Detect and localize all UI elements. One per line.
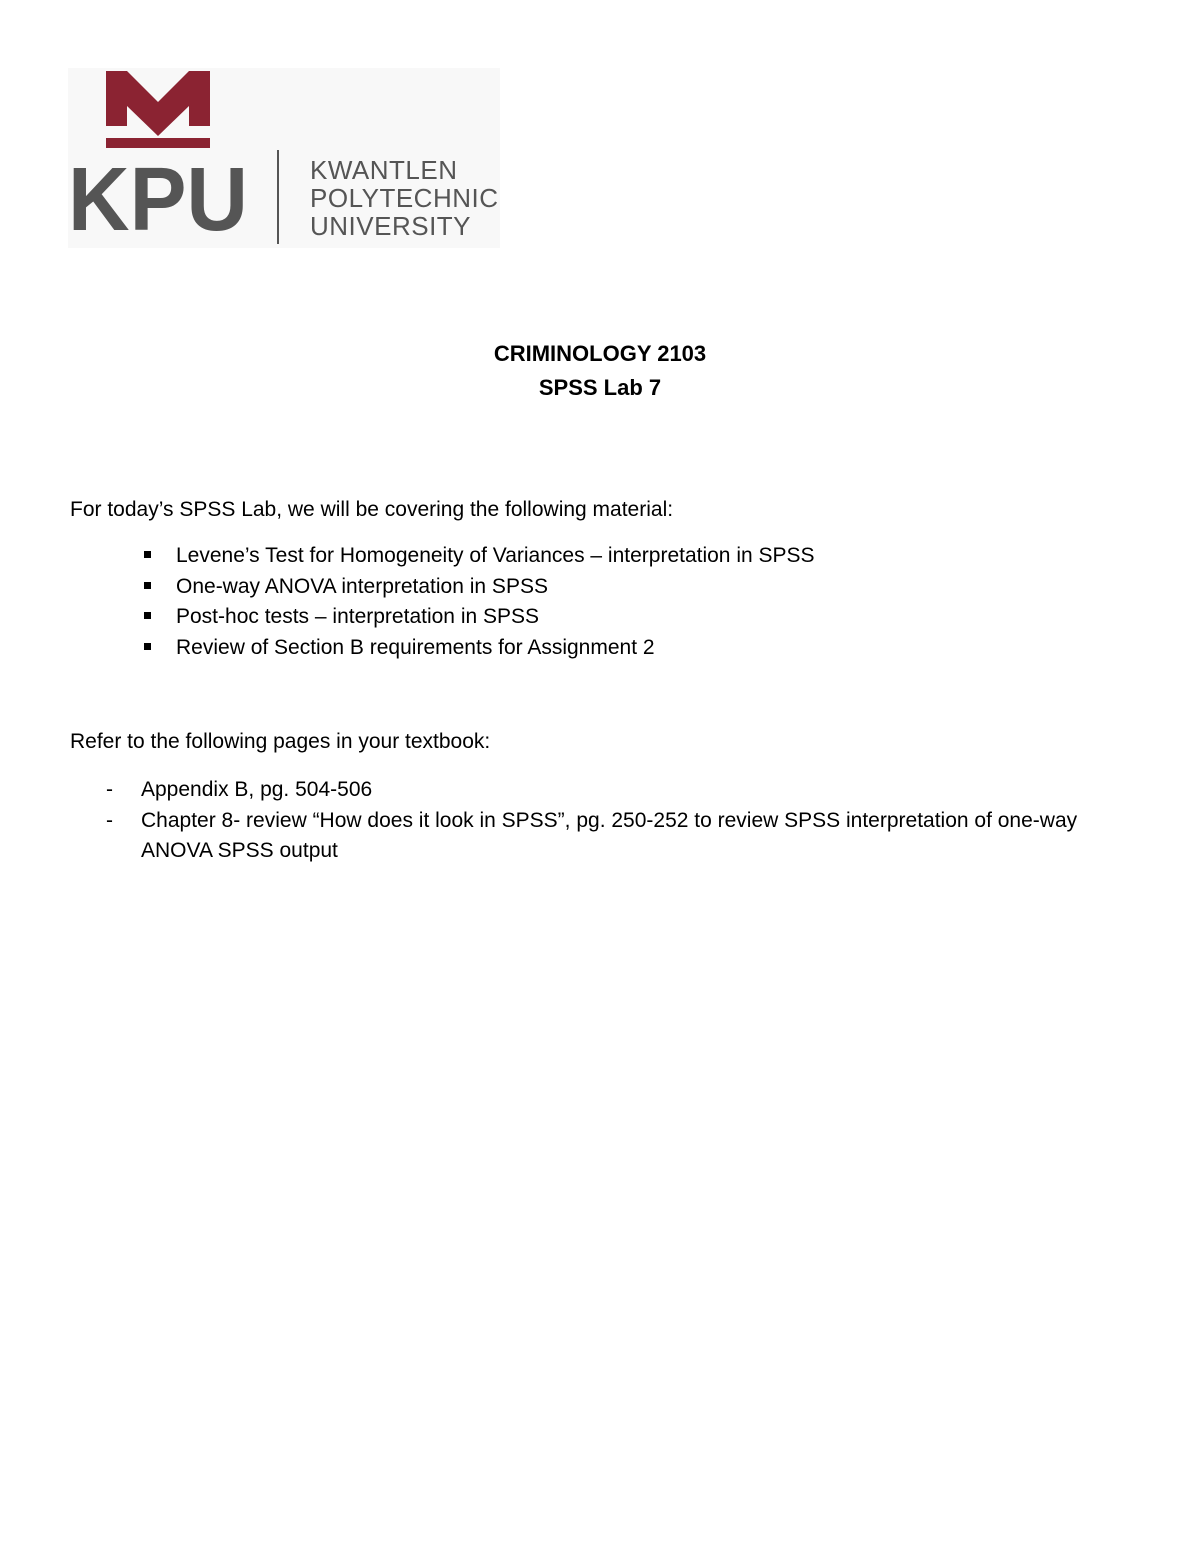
topic-text: Levene’s Test for Homogeneity of Variances – interpretation in SPSS: [176, 544, 815, 567]
square-bullet-icon: [144, 551, 151, 558]
topic-text: One-way ANOVA interpretation in SPSS: [176, 574, 548, 598]
logo-name: [310, 156, 499, 240]
logo-divider: [277, 150, 279, 244]
topic-text: Review of Section B requirements for Assignment 2: [176, 636, 655, 660]
dash-bullet: -: [106, 808, 113, 832]
logo-chevron: [106, 71, 210, 136]
topic-text: Post-hoc tests – interpretation in SPSS: [176, 605, 540, 629]
intro-text: For today’s SPSS Lab, we will be covering the following material:: [70, 498, 674, 521]
reference-text: Chapter 8- review “How does it look in SPSS”, pg. 250-252 to review SPSS interpretation of one-way ANOVA SPSS output: [141, 808, 1078, 863]
square-bullet-icon: [144, 582, 151, 589]
logo-name-line: KWANTLEN: [310, 155, 458, 185]
kpu-logo: [68, 68, 500, 248]
refer-text: Refer to the following pages in your textbook:: [70, 730, 491, 753]
reference-list: [70, 775, 1130, 867]
logo-name-line: POLYTECHNIC: [310, 183, 499, 213]
course-title: CRIMINOLOGY 2103: [493, 341, 707, 366]
logo-kpu-text: KPU: [68, 150, 248, 248]
dash-bullet: -: [106, 778, 113, 801]
logo-name-line: UNIVERSITY: [310, 211, 472, 241]
reference-text: Appendix B, pg. 504-506: [141, 778, 373, 801]
square-bullet-icon: [144, 643, 151, 650]
list-item: [70, 806, 1130, 867]
logo-bar: [106, 138, 210, 148]
list-item: [70, 775, 1130, 806]
lab-title: SPSS Lab 7: [538, 375, 662, 400]
square-bullet-icon: [144, 612, 151, 619]
